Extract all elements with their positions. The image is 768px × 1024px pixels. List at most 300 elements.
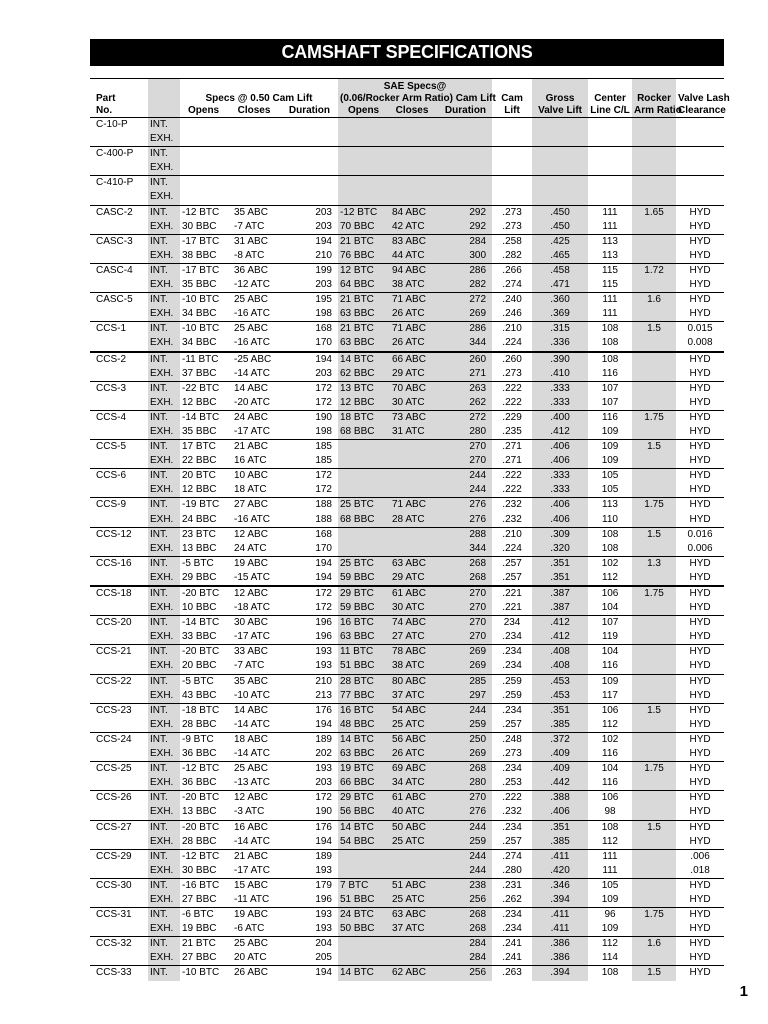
cell-ad: 262: [444, 396, 492, 411]
cell-sd: 196: [315, 893, 332, 905]
cell-cl: 114: [602, 952, 618, 964]
cell-ad: 286: [444, 263, 492, 278]
header-cam-lift: Cam Lift: [492, 79, 532, 118]
cell-sd: 168: [286, 527, 338, 542]
cell-sd: 172: [286, 381, 338, 396]
table-row: [90, 732, 724, 747]
cell-sd: 168: [286, 322, 338, 337]
cell-ad: 259: [444, 718, 492, 733]
cell-lift: .274: [502, 279, 522, 291]
cell-part: [90, 747, 148, 762]
cell-sc: 19 ABC: [232, 908, 286, 923]
table-row: [90, 176, 724, 191]
table-row: [90, 878, 724, 893]
cell-ac: 34 ATC: [390, 776, 444, 791]
cell-gross: .411: [532, 908, 588, 923]
cell-ad: 270: [444, 616, 492, 631]
cell-sc: -16 ATC: [234, 513, 270, 525]
cell-rr: [632, 732, 676, 747]
cell-ad: 244: [444, 703, 492, 718]
cell-gross: .336: [532, 336, 588, 351]
cell-ad: 269: [444, 659, 492, 674]
cell-cl: [588, 161, 632, 176]
cell-cl: 116: [588, 410, 632, 425]
cell-cl: 104: [588, 762, 632, 777]
table-row: [90, 937, 724, 952]
cell-sc: -14 ATC: [234, 718, 270, 730]
cell-lift: .241: [502, 952, 522, 964]
cell-sd: 176: [286, 820, 338, 835]
table-row: [90, 835, 724, 850]
cell-ao: 16 BTC: [338, 616, 390, 631]
cell-type: EXH.: [148, 571, 180, 586]
cell-rr: 1.5: [632, 703, 676, 718]
cell-sd: 193: [286, 908, 338, 923]
cell-so: 28 BBC: [182, 718, 217, 730]
cell-ad: 292: [444, 220, 492, 235]
table-row: [90, 776, 724, 791]
cell-ac: 25 ATC: [390, 835, 444, 850]
cell-cl: 96: [588, 908, 632, 923]
cell-rr: [632, 542, 676, 557]
cell-gross: .394: [532, 893, 588, 908]
cell-ao: [338, 190, 390, 205]
cell-so: -9 BTC: [180, 732, 232, 747]
cell-type: INT.: [148, 118, 180, 133]
cell-ao: 21 BTC: [338, 293, 390, 308]
cell-lift: .271: [492, 440, 532, 455]
cell-ao: 7 BTC: [338, 878, 390, 893]
cell-sd: [286, 147, 338, 162]
cell-type: INT.: [148, 820, 180, 835]
camshaft-spec-table: [90, 78, 730, 981]
cell-lift: .241: [492, 937, 532, 952]
cell-part: CCS-24: [90, 732, 148, 747]
cell-ac: [390, 118, 444, 133]
table-row: [90, 132, 724, 147]
cell-rr: [632, 336, 676, 351]
cell-ao: 51 BBC: [338, 893, 390, 908]
cell-ao: 29 BTC: [338, 586, 390, 601]
cell-part: [90, 571, 148, 586]
cell-gross: .372: [532, 732, 588, 747]
cell-rr: 1.75: [632, 762, 676, 777]
cell-ac: 62 ABC: [390, 966, 444, 981]
cell-rr: [632, 118, 676, 133]
cell-sd: 172: [315, 484, 332, 496]
cell-so: 30 BBC: [182, 220, 217, 232]
cell-ao: 14 BTC: [338, 732, 390, 747]
cell-part: [90, 601, 148, 616]
cell-part: [90, 513, 148, 528]
cell-lift: .248: [492, 732, 532, 747]
cell-ao: [338, 161, 390, 176]
cell-type: INT.: [148, 762, 180, 777]
cell-so: [180, 161, 232, 176]
cell-sc: 14 ABC: [232, 703, 286, 718]
cell-part: CCS-16: [90, 556, 148, 571]
cell-sd: 203: [315, 279, 332, 291]
cell-sc: -6 ATC: [234, 923, 265, 935]
cell-lift: [492, 132, 532, 147]
cell-lash: HYD: [676, 645, 724, 660]
cell-rr: [632, 878, 676, 893]
cell-part: CCS-6: [90, 469, 148, 484]
cell-gross: .387: [532, 601, 588, 616]
table-row: [90, 263, 724, 278]
cell-lift: .262: [502, 893, 522, 905]
cell-sd: 203: [315, 220, 332, 232]
cell-lash: HYD: [676, 293, 724, 308]
cell-so: 20 BBC: [182, 660, 217, 672]
table-row: [90, 922, 724, 937]
cell-lash: HYD: [689, 279, 711, 291]
cell-so: 10 BBC: [182, 602, 217, 614]
cell-cl: 119: [602, 631, 618, 643]
cell-type: INT.: [148, 937, 180, 952]
cell-lift: .222: [492, 791, 532, 806]
cell-ac: 66 ABC: [390, 352, 444, 367]
cell-part: [90, 689, 148, 704]
spec-table-body: [90, 118, 724, 981]
cell-ao: 19 BTC: [338, 762, 390, 777]
table-row: [90, 630, 724, 645]
cell-lift: .229: [492, 410, 532, 425]
table-row: [90, 352, 724, 367]
cell-ad: 238: [444, 878, 492, 893]
cell-sd: 193: [315, 864, 332, 876]
cell-gross: .410: [532, 367, 588, 382]
cell-part: [90, 220, 148, 235]
cell-ao: 63 BBC: [338, 630, 390, 645]
cell-sd: 194: [286, 234, 338, 249]
cell-ad: 269: [444, 747, 492, 762]
cell-rr: [632, 278, 676, 293]
cell-ad: 269: [444, 307, 492, 322]
cell-ac: 29 ATC: [390, 571, 444, 586]
cell-ad: 272: [444, 293, 492, 308]
cell-part: [90, 483, 148, 498]
table-row: [90, 747, 724, 762]
cell-part: CCS-22: [90, 674, 148, 689]
cell-gross: .408: [532, 645, 588, 660]
cell-gross: .333: [532, 469, 588, 484]
cell-type: EXH.: [148, 893, 180, 908]
cell-rr: 1.75: [632, 410, 676, 425]
cell-cl: 116: [602, 748, 618, 760]
cell-cl: 106: [588, 791, 632, 806]
cell-gross: .390: [532, 352, 588, 367]
cell-lash: HYD: [676, 205, 724, 220]
cell-gross: .385: [532, 718, 588, 733]
cell-so: -17 BTC: [180, 234, 232, 249]
cell-rr: [632, 454, 676, 469]
cell-so: -5 BTC: [180, 674, 232, 689]
cell-lash: HYD: [689, 689, 711, 701]
cell-cl: 108: [588, 966, 632, 981]
cell-ao: 21 BTC: [338, 234, 390, 249]
cell-lift: .257: [492, 556, 532, 571]
table-row: [90, 849, 724, 864]
table-row: [90, 440, 724, 455]
cell-type: INT.: [148, 147, 180, 162]
table-row: [90, 966, 724, 981]
cell-cl: 115: [602, 279, 618, 291]
cell-rr: 1.75: [632, 498, 676, 513]
cell-cl: 105: [588, 469, 632, 484]
cell-type: INT.: [148, 322, 180, 337]
cell-sd: 198: [315, 425, 332, 437]
cell-ac: [390, 469, 444, 484]
cell-sc: -16 ATC: [234, 308, 270, 320]
cell-rr: [632, 922, 676, 937]
cell-ac: 26 ATC: [390, 336, 444, 351]
table-row: [90, 527, 724, 542]
cell-sd: 185: [315, 455, 332, 467]
cell-gross: .369: [532, 307, 588, 322]
cell-ad: 276: [444, 498, 492, 513]
cell-sc: 25 ABC: [232, 293, 286, 308]
cell-cl: 109: [601, 425, 619, 437]
cell-sc: 33 ABC: [232, 645, 286, 660]
cell-sc: 25 ABC: [232, 322, 286, 337]
cell-so: -11 BTC: [180, 352, 232, 367]
cell-ad: 276: [444, 513, 492, 528]
cell-sc: -17 ATC: [234, 631, 270, 643]
cell-lift: .224: [502, 542, 522, 554]
cell-gross: .360: [532, 293, 588, 308]
cell-ac: 38 ATC: [390, 278, 444, 293]
cell-ad: 263: [444, 381, 492, 396]
table-row: [90, 278, 724, 293]
cell-cl: 116: [602, 660, 618, 672]
table-row: [90, 367, 724, 382]
cell-lift: .257: [502, 835, 522, 847]
cell-ac: 25 ATC: [390, 718, 444, 733]
cell-sc: 27 ABC: [232, 498, 286, 513]
cell-lash: HYD: [689, 249, 711, 261]
cell-so: 36 BBC: [182, 777, 217, 789]
cell-gross: [532, 147, 588, 162]
cell-rr: [632, 381, 676, 396]
cell-sc: 21 ABC: [232, 440, 286, 455]
cell-ad: 268: [444, 908, 492, 923]
table-row: [90, 147, 724, 162]
header-sae-opens: Opens: [348, 105, 380, 116]
cell-lift: .222: [502, 484, 522, 496]
table-row: [90, 190, 724, 205]
cell-rr: 1.72: [632, 263, 676, 278]
table-row: [90, 951, 724, 966]
cell-type: INT.: [148, 791, 180, 806]
cell-cl: 109: [601, 455, 619, 467]
cell-lift: .221: [492, 586, 532, 601]
cell-type: INT.: [148, 586, 180, 601]
cell-ao: 54 BBC: [338, 835, 390, 850]
cell-type: EXH.: [148, 454, 180, 469]
cell-gross: .412: [532, 616, 588, 631]
cell-so: 35 BBC: [182, 279, 217, 291]
cell-gross: .406: [532, 498, 588, 513]
cell-ac: 83 ABC: [390, 234, 444, 249]
cell-gross: .458: [532, 263, 588, 278]
cell-ad: [444, 190, 492, 205]
cell-part: C-410-P: [90, 176, 148, 191]
cell-ad: 282: [444, 278, 492, 293]
cell-ao: [338, 454, 390, 469]
header-sae-duration: Duration: [444, 105, 487, 116]
cell-gross: .309: [532, 527, 588, 542]
cell-ao: 48 BBC: [338, 718, 390, 733]
cell-ad: 250: [444, 732, 492, 747]
header-sae-group: SAE Specs@ (0.06/Rocker Arm Ratio) Cam Lift Opens Closes Duration: [338, 79, 492, 118]
table-row: [90, 410, 724, 425]
cell-ac: 74 ABC: [390, 616, 444, 631]
cell-part: C-400-P: [90, 147, 148, 162]
cell-lift: [492, 176, 532, 191]
cell-part: CCS-3: [90, 381, 148, 396]
cell-sc: 21 ABC: [232, 849, 286, 864]
cell-type: EXH.: [148, 161, 180, 176]
cell-ad: 268: [444, 556, 492, 571]
cell-cl: 108: [601, 542, 619, 554]
cell-part: CASC-2: [90, 205, 148, 220]
cell-ad: 285: [444, 674, 492, 689]
cell-type: INT.: [148, 381, 180, 396]
cell-gross: .453: [532, 674, 588, 689]
cell-sd: 172: [315, 396, 332, 408]
cell-so: 21 BTC: [180, 937, 232, 952]
cell-part: CCS-33: [90, 966, 148, 981]
cell-rr: [632, 689, 676, 704]
cell-lift: [492, 147, 532, 162]
table-row: [90, 483, 724, 498]
cell-sc: 18 ATC: [234, 484, 267, 496]
cell-rr: 1.5: [632, 440, 676, 455]
cell-so: -20 BTC: [180, 645, 232, 660]
cell-part: [90, 718, 148, 733]
cell-so: 28 BBC: [182, 835, 217, 847]
cell-lift: .234: [502, 660, 522, 672]
cell-ad: [444, 147, 492, 162]
cell-type: INT.: [148, 293, 180, 308]
cell-cl: 105: [601, 484, 619, 496]
cell-part: CCS-12: [90, 527, 148, 542]
table-row: [90, 908, 724, 923]
cell-ao: 13 BTC: [338, 381, 390, 396]
cell-ac: [390, 190, 444, 205]
cell-gross: .351: [532, 571, 588, 586]
cell-gross: .450: [532, 205, 588, 220]
header-center-line: Center Line C/L: [588, 79, 632, 118]
cell-rr: [632, 864, 676, 879]
cell-lash: HYD: [676, 586, 724, 601]
cell-ac: 54 ABC: [390, 703, 444, 718]
cell-sd: 205: [315, 952, 332, 964]
cell-sc: 24 ABC: [232, 410, 286, 425]
cell-ac: 26 ATC: [390, 307, 444, 322]
cell-ac: 37 ATC: [390, 922, 444, 937]
cell-sd: 172: [286, 791, 338, 806]
cell-ao: 12 BTC: [338, 263, 390, 278]
cell-ad: 244: [444, 483, 492, 498]
cell-so: 13 BBC: [182, 806, 217, 818]
cell-lash: HYD: [689, 367, 711, 379]
cell-ad: 280: [444, 425, 492, 440]
cell-so: 36 BBC: [182, 748, 217, 760]
cell-rr: 1.6: [632, 937, 676, 952]
cell-ac: 25 ATC: [390, 893, 444, 908]
cell-sc: -20 ATC: [234, 396, 270, 408]
cell-part: CCS-32: [90, 937, 148, 952]
cell-lift: .273: [502, 367, 522, 379]
cell-part: [90, 776, 148, 791]
table-row: [90, 498, 724, 513]
cell-ao: 63 BBC: [338, 336, 390, 351]
cell-lash: HYD: [689, 396, 711, 408]
header-type: [148, 79, 180, 118]
cell-ad: 270: [444, 440, 492, 455]
cell-type: INT.: [148, 498, 180, 513]
table-row: [90, 513, 724, 528]
cell-cl: 112: [602, 718, 618, 730]
cell-cl: [588, 132, 632, 147]
cell-cl: 110: [602, 513, 618, 525]
cell-lift: .232: [502, 806, 522, 818]
cell-part: CCS-23: [90, 703, 148, 718]
cell-part: [90, 367, 148, 382]
cell-rr: [632, 513, 676, 528]
cell-lash: HYD: [676, 469, 724, 484]
cell-gross: .425: [532, 234, 588, 249]
cell-cl: 111: [602, 864, 618, 876]
cell-part: CCS-31: [90, 908, 148, 923]
cell-gross: .333: [532, 483, 588, 498]
cell-sc: 30 ABC: [232, 616, 286, 631]
cell-gross: .394: [532, 966, 588, 981]
cell-ao: 25 BTC: [338, 498, 390, 513]
cell-cl: 111: [602, 308, 618, 320]
cell-cl: [588, 118, 632, 133]
cell-rr: 1.5: [632, 966, 676, 981]
cell-ao: 59 BBC: [338, 571, 390, 586]
cell-sd: 172: [286, 586, 338, 601]
cell-sd: 210: [286, 674, 338, 689]
table-row: [90, 234, 724, 249]
cell-sc: -10 ATC: [234, 689, 270, 701]
cell-type: INT.: [148, 440, 180, 455]
cell-part: CCS-9: [90, 498, 148, 513]
cell-gross: .387: [532, 586, 588, 601]
cell-ad: [444, 161, 492, 176]
cell-so: 17 BTC: [180, 440, 232, 455]
cell-lash: HYD: [676, 703, 724, 718]
cell-ac: 63 ABC: [390, 908, 444, 923]
cell-lash: [676, 176, 724, 191]
cell-ad: 259: [444, 835, 492, 850]
cell-sc: 10 ABC: [232, 469, 286, 484]
table-row: [90, 571, 724, 586]
table-row: [90, 425, 724, 440]
cell-type: INT.: [148, 410, 180, 425]
cell-sd: 185: [286, 440, 338, 455]
cell-rr: 1.5: [632, 820, 676, 835]
cell-lash: HYD: [689, 513, 711, 525]
cell-lift: .246: [502, 308, 522, 320]
cell-so: -12 BTC: [180, 762, 232, 777]
cell-gross: [532, 190, 588, 205]
cell-type: INT.: [148, 205, 180, 220]
